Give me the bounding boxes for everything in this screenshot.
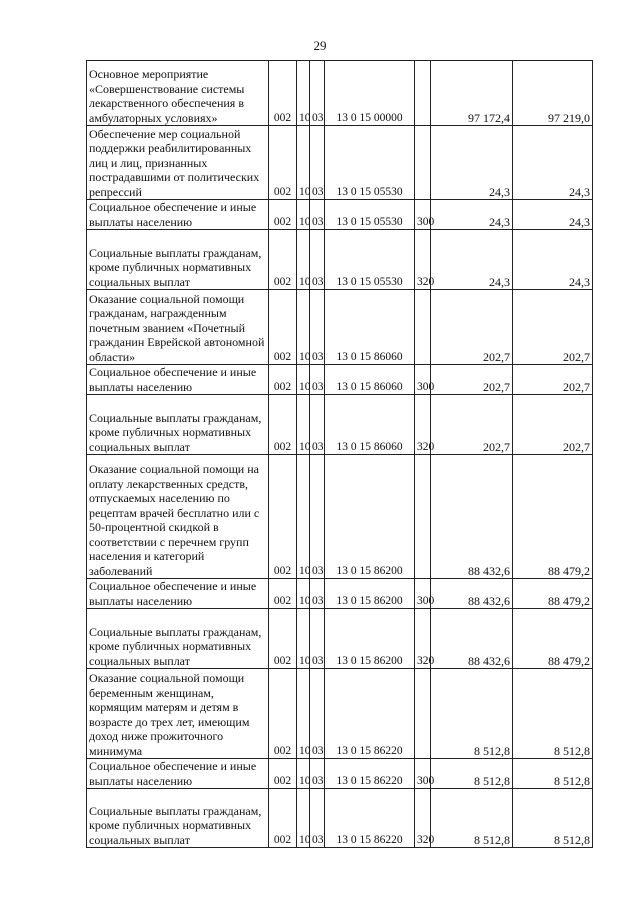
amount-year2-cell: 97 219,0 xyxy=(513,61,593,126)
grbs-code-cell: 002 xyxy=(269,365,297,395)
section-code-cell: 10 xyxy=(297,395,310,455)
section-code-cell: 10 xyxy=(297,230,310,290)
expense-type-cell: 300 xyxy=(415,579,431,609)
section-code-cell: 10 xyxy=(297,61,310,126)
subsection-code-cell: 03 xyxy=(310,290,325,365)
expense-type-cell: 300 xyxy=(415,365,431,395)
expense-type-cell xyxy=(415,126,431,200)
amount-year2-cell: 88 479,2 xyxy=(513,579,593,609)
description-cell: Обеспечение мер социальной поддержки реабилитированных лиц и лиц, признанных пострадавшими от политических репрессий xyxy=(87,126,269,200)
amount-year1-cell: 88 432,6 xyxy=(431,455,513,579)
subsection-code-cell: 03 xyxy=(310,669,325,759)
description-cell: Основное мероприятие «Совершенствование системы лекарственного обеспечения в амбулаторных условиях» xyxy=(87,61,269,126)
amount-year2-cell: 24,3 xyxy=(513,230,593,290)
budget-table-body xyxy=(87,61,593,848)
target-article-cell: 13 0 15 86220 xyxy=(325,759,415,789)
description-cell: Социальное обеспечение и иные выплаты населению xyxy=(87,200,269,230)
grbs-code-cell: 002 xyxy=(269,669,297,759)
amount-year1-cell: 88 432,6 xyxy=(431,609,513,669)
subsection-code-cell: 03 xyxy=(310,126,325,200)
section-code-cell: 10 xyxy=(297,759,310,789)
expense-type-cell: 320 xyxy=(415,789,431,848)
table-row xyxy=(87,200,593,230)
section-code-cell: 10 xyxy=(297,669,310,759)
section-code-cell: 10 xyxy=(297,290,310,365)
grbs-code-cell: 002 xyxy=(269,759,297,789)
page-number: 29 xyxy=(313,38,327,53)
subsection-code-cell: 03 xyxy=(310,579,325,609)
budget-table xyxy=(86,60,593,848)
table-row xyxy=(87,61,593,126)
grbs-code-cell: 002 xyxy=(269,126,297,200)
expense-type-cell: 320 xyxy=(415,230,431,290)
section-code-cell: 10 xyxy=(297,579,310,609)
amount-year1-cell: 202,7 xyxy=(431,290,513,365)
description-cell: Социальные выплаты гражданам, кроме публичных нормативных социальных выплат xyxy=(87,789,269,848)
amount-year2-cell: 8 512,8 xyxy=(513,789,593,848)
grbs-code-cell: 002 xyxy=(269,290,297,365)
amount-year1-cell: 24,3 xyxy=(431,126,513,200)
description-cell: Социальные выплаты гражданам, кроме публичных нормативных социальных выплат xyxy=(87,230,269,290)
grbs-code-cell: 002 xyxy=(269,789,297,848)
target-article-cell: 13 0 15 86220 xyxy=(325,789,415,848)
grbs-code-cell: 002 xyxy=(269,455,297,579)
table-row xyxy=(87,290,593,365)
amount-year1-cell: 88 432,6 xyxy=(431,579,513,609)
description-cell: Социальные выплаты гражданам, кроме публичных нормативных социальных выплат xyxy=(87,395,269,455)
subsection-code-cell: 03 xyxy=(310,789,325,848)
amount-year2-cell: 202,7 xyxy=(513,395,593,455)
grbs-code-cell: 002 xyxy=(269,61,297,126)
subsection-code-cell: 03 xyxy=(310,455,325,579)
expense-type-cell: 320 xyxy=(415,609,431,669)
description-cell: Социальное обеспечение и иные выплаты населению xyxy=(87,365,269,395)
target-article-cell: 13 0 15 86200 xyxy=(325,609,415,669)
target-article-cell: 13 0 15 05530 xyxy=(325,200,415,230)
subsection-code-cell: 03 xyxy=(310,230,325,290)
expense-type-cell xyxy=(415,290,431,365)
amount-year2-cell: 24,3 xyxy=(513,126,593,200)
description-cell: Оказание социальной помощи на оплату лекарственных средств, отпускаемых населению по рецептам врачей бесплатно или с 50-процентной скидкой в соответствии с перечнем групп населения и категорий заболеваний xyxy=(87,455,269,579)
amount-year1-cell: 202,7 xyxy=(431,395,513,455)
expense-type-cell xyxy=(415,455,431,579)
subsection-code-cell: 03 xyxy=(310,609,325,669)
amount-year1-cell: 24,3 xyxy=(431,200,513,230)
subsection-code-cell: 03 xyxy=(310,365,325,395)
description-cell: Социальное обеспечение и иные выплаты населению xyxy=(87,759,269,789)
subsection-code-cell: 03 xyxy=(310,200,325,230)
grbs-code-cell: 002 xyxy=(269,200,297,230)
target-article-cell: 13 0 15 86200 xyxy=(325,455,415,579)
target-article-cell: 13 0 15 86200 xyxy=(325,579,415,609)
amount-year2-cell: 202,7 xyxy=(513,365,593,395)
table-row xyxy=(87,126,593,200)
amount-year1-cell: 97 172,4 xyxy=(431,61,513,126)
amount-year2-cell: 88 479,2 xyxy=(513,455,593,579)
expense-type-cell: 300 xyxy=(415,759,431,789)
subsection-code-cell: 03 xyxy=(310,61,325,126)
table-row xyxy=(87,395,593,455)
target-article-cell: 13 0 15 86220 xyxy=(325,669,415,759)
amount-year1-cell: 8 512,8 xyxy=(431,759,513,789)
amount-year2-cell: 202,7 xyxy=(513,290,593,365)
table-row xyxy=(87,365,593,395)
amount-year2-cell: 8 512,8 xyxy=(513,759,593,789)
expense-type-cell: 300 xyxy=(415,200,431,230)
table-row xyxy=(87,455,593,579)
grbs-code-cell: 002 xyxy=(269,395,297,455)
target-article-cell: 13 0 15 05530 xyxy=(325,230,415,290)
amount-year1-cell: 8 512,8 xyxy=(431,789,513,848)
section-code-cell: 10 xyxy=(297,455,310,579)
description-cell: Оказание социальной помощи беременным женщинам, кормящим матерям и детям в возрасте до трех лет, имеющим доход ниже прожиточного минимума xyxy=(87,669,269,759)
amount-year2-cell: 24,3 xyxy=(513,200,593,230)
expense-type-cell xyxy=(415,61,431,126)
target-article-cell: 13 0 15 05530 xyxy=(325,126,415,200)
amount-year2-cell: 88 479,2 xyxy=(513,609,593,669)
description-cell: Социальное обеспечение и иные выплаты населению xyxy=(87,579,269,609)
description-cell: Социальные выплаты гражданам, кроме публичных нормативных социальных выплат xyxy=(87,609,269,669)
grbs-code-cell: 002 xyxy=(269,230,297,290)
subsection-code-cell: 03 xyxy=(310,395,325,455)
expense-type-cell: 320 xyxy=(415,395,431,455)
target-article-cell: 13 0 15 86060 xyxy=(325,395,415,455)
amount-year2-cell: 8 512,8 xyxy=(513,669,593,759)
table-row xyxy=(87,609,593,669)
table-row xyxy=(87,669,593,759)
target-article-cell: 13 0 15 00000 xyxy=(325,61,415,126)
amount-year1-cell: 202,7 xyxy=(431,365,513,395)
table-row xyxy=(87,230,593,290)
grbs-code-cell: 002 xyxy=(269,579,297,609)
grbs-code-cell: 002 xyxy=(269,609,297,669)
section-code-cell: 10 xyxy=(297,126,310,200)
target-article-cell: 13 0 15 86060 xyxy=(325,290,415,365)
target-article-cell: 13 0 15 86060 xyxy=(325,365,415,395)
subsection-code-cell: 03 xyxy=(310,759,325,789)
section-code-cell: 10 xyxy=(297,365,310,395)
section-code-cell: 10 xyxy=(297,200,310,230)
description-cell: Оказание социальной помощи гражданам, награжденным почетным званием «Почетный гражданин Еврейской автономной области» xyxy=(87,290,269,365)
amount-year1-cell: 8 512,8 xyxy=(431,669,513,759)
table-row xyxy=(87,789,593,848)
table-row xyxy=(87,759,593,789)
section-code-cell: 10 xyxy=(297,609,310,669)
expense-type-cell xyxy=(415,669,431,759)
amount-year1-cell: 24,3 xyxy=(431,230,513,290)
section-code-cell: 10 xyxy=(297,789,310,848)
table-row xyxy=(87,579,593,609)
